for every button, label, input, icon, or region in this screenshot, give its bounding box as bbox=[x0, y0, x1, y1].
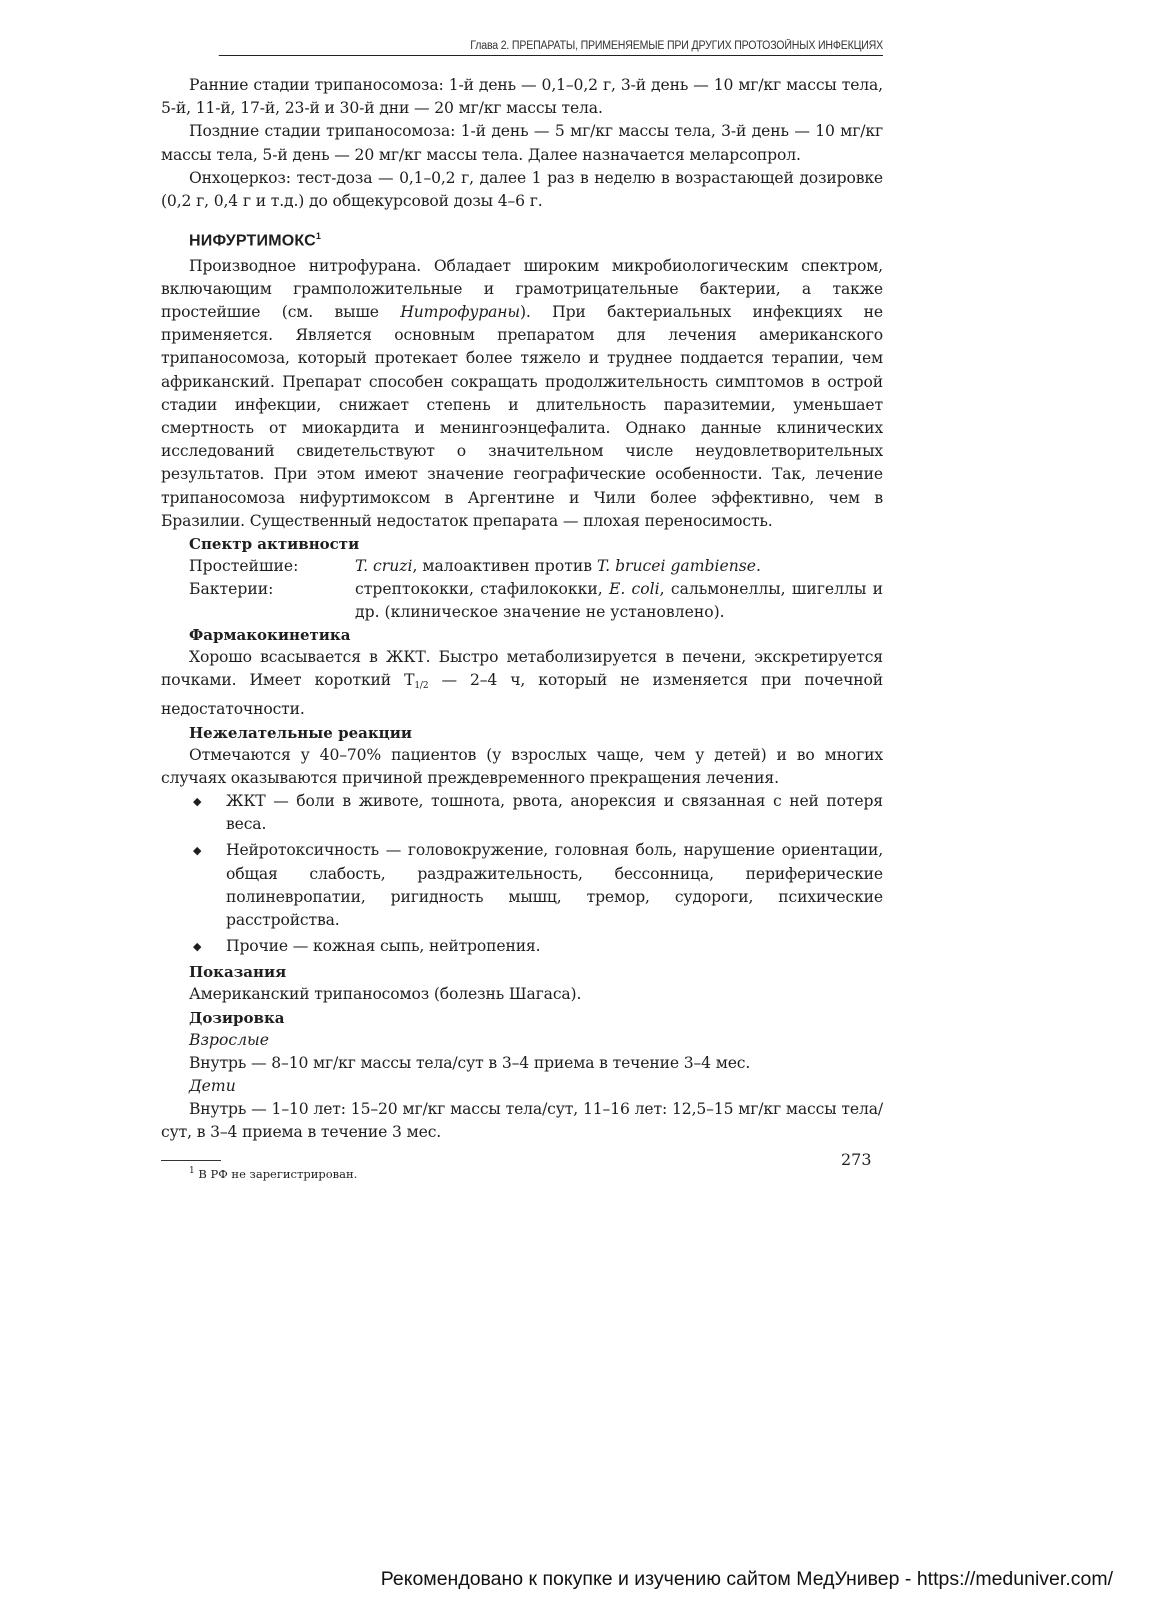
footnote bbox=[189, 1163, 883, 1182]
adverse-list bbox=[161, 790, 883, 958]
pharmacokinetics-text bbox=[161, 646, 883, 722]
indications-text: Американский трипаносомоз (болезнь Шагаса). bbox=[189, 985, 582, 1004]
spectrum-protozoa-text: , малоактивен против bbox=[412, 556, 598, 575]
intro-paragraph-late-stages: Поздние стадии трипаносомоза: 1-й день — 5 мг/кг массы тела, 3-й день — 10 мг/кг массы тела, 5-й день — 20 мг/кг массы тела. Далее назначается меларсопрол. bbox=[161, 122, 883, 164]
spectrum-protozoa-end: . bbox=[756, 556, 761, 575]
drug-description-part1: Производное нитрофурана. Обладает широким микробиологическим спектром, включающим грамположительные и грамотрицательные бактерии, а также простейшие (см. выше bbox=[161, 256, 883, 321]
intro-paragraph-early-stages: Ранние стадии трипаносомоза: 1-й день — 0,1–0,2 г, 3-й день — 10 мг/кг массы тела, 5-й, 11-й, 17-й, 23-й и 30-й дни — 20 мг/кг массы тела. bbox=[161, 76, 883, 118]
spectrum-bacteria-label: Бактерии: bbox=[189, 579, 274, 598]
list-item bbox=[161, 790, 883, 836]
spectrum-bacteria-text2: , сальмонеллы, шигеллы и др. (клиническое значение не установлено). bbox=[355, 579, 883, 621]
indications-heading: Показания bbox=[189, 963, 287, 982]
adverse-item-text: ЖКТ — боли в животе, тошнота, рвота, анорексия и связанная с ней потеря веса. bbox=[226, 792, 883, 834]
spectrum-bacteria-italic: E. coli bbox=[608, 579, 660, 598]
pharmacokinetics-heading: Фармакокинетика bbox=[189, 625, 351, 644]
half-life-subscript: 1/2 bbox=[414, 681, 429, 692]
drug-title bbox=[189, 231, 883, 250]
dosage-adults-heading: Взрослые bbox=[189, 1030, 269, 1049]
dosage-adults-text: Внутрь — 8–10 мг/кг массы тела/сут в 3–4 приема в течение 3–4 мес. bbox=[189, 1053, 751, 1072]
spectrum-heading: Спектр активности bbox=[189, 534, 360, 553]
watermark-recommendation: Рекомендовано к покупке и изучению сайтом МедУнивер - https://meduniver.com/ bbox=[380, 1568, 1113, 1590]
book-page bbox=[161, 40, 883, 1182]
dosage-heading: Дозировка bbox=[189, 1008, 285, 1027]
footnote-divider bbox=[161, 1160, 221, 1161]
bullet-diamond-icon: ◆ bbox=[193, 844, 202, 858]
list-item bbox=[161, 935, 883, 958]
pharmacokinetics-text-part1: Хорошо всасывается в ЖКТ. Быстро метаболизируется в печени, экскретируется почками. Имеет короткий T bbox=[161, 647, 883, 690]
drug-description-italic: Нитрофураны bbox=[400, 302, 520, 321]
spectrum-row-protozoa bbox=[189, 555, 883, 578]
adverse-item-text: Нейротоксичность — головокружение, головная боль, нарушение ориентации, общая слабость, раздражительность, бессонница, периферические полиневропатии, ригидность мышц, тремор, судороги, психические расстройства. bbox=[226, 841, 883, 930]
drug-description-part2: ). При бактериальных инфекциях не применяется. Является основным препаратом для лечения американского трипаносомоза, который протекает более тяжело и труднее поддается терапии, чем африканский. Препарат способен сокращать продолжительность симптомов в острой стадии инфекции, снижает степень и длительность паразитемии, уменьшает смертность от миокардита и менингоэнцефалита. Однако данные клинических исследований свидетельствуют о значительном числе неудовлетворительных результатов. При этом имеют значение географические особенности. Так, лечение трипаносомоза нифуртимоксом в Аргентине и Чили более эффективно, чем в Бразилии. Существенный недостаток препарата — плохая переносимость. bbox=[161, 302, 883, 530]
intro-paragraph-onchocerciasis: Онхоцеркоз: тест-доза — 0,1–0,2 г, далее 1 раз в неделю в возрастающей дозировке (0,2 г, 0,4 г и т.д.) до общекурсовой дозы 4–6 г. bbox=[161, 168, 883, 211]
pharmacokinetics-text-part2: — 2–4 ч, который не изменяется при почечной недостаточности. bbox=[161, 671, 883, 719]
adverse-intro: Отмечаются у 40–70% пациентов (у взрослых чаще, чем у детей) и во многих случаях оказываются причиной преждевременного прекращения лечения. bbox=[161, 745, 883, 787]
drug-description bbox=[161, 255, 883, 533]
spectrum-row-bacteria bbox=[189, 578, 883, 624]
bullet-diamond-icon: ◆ bbox=[193, 795, 202, 808]
spectrum-protozoa-value bbox=[355, 555, 883, 578]
footnote-text: В РФ не зарегистрирован. bbox=[194, 1167, 358, 1182]
footnote-mark: 1 bbox=[189, 1166, 195, 1177]
adverse-item-text: Прочие — кожная сыпь, нейтропения. bbox=[226, 937, 541, 956]
spectrum-bacteria-value bbox=[355, 578, 883, 624]
bullet-diamond-icon: ◆ bbox=[193, 940, 202, 954]
spectrum-bacteria-text1: стрептококки, стафилококки, bbox=[355, 579, 609, 598]
drug-title-footnote-mark: 1 bbox=[315, 231, 322, 242]
spectrum-protozoa-label: Простейшие: bbox=[189, 556, 299, 575]
spectrum-protozoa-italic1: T. cruzi bbox=[355, 556, 413, 575]
adverse-heading: Нежелательные реакции bbox=[189, 723, 412, 742]
drug-title-text: НИФУРТИМОКС bbox=[189, 232, 316, 250]
list-item bbox=[161, 839, 883, 932]
spectrum-protozoa-italic2: T. brucei gambiense bbox=[597, 556, 756, 575]
running-header: Глава 2. ПРЕПАРАТЫ, ПРИМЕНЯЕМЫЕ ПРИ ДРУГИХ ПРОТОЗОЙНЫХ ИНФЕКЦИЯХ bbox=[219, 40, 883, 56]
dosage-children-heading: Дети bbox=[189, 1076, 236, 1095]
page-number: 273 bbox=[841, 1150, 872, 1169]
dosage-children-text: Внутрь — 1–10 лет: 15–20 мг/кг массы тела/сут, 11–16 лет: 12,5–15 мг/кг массы тела/сут, в 3–4 приема в течение 3 мес. bbox=[161, 1099, 883, 1142]
